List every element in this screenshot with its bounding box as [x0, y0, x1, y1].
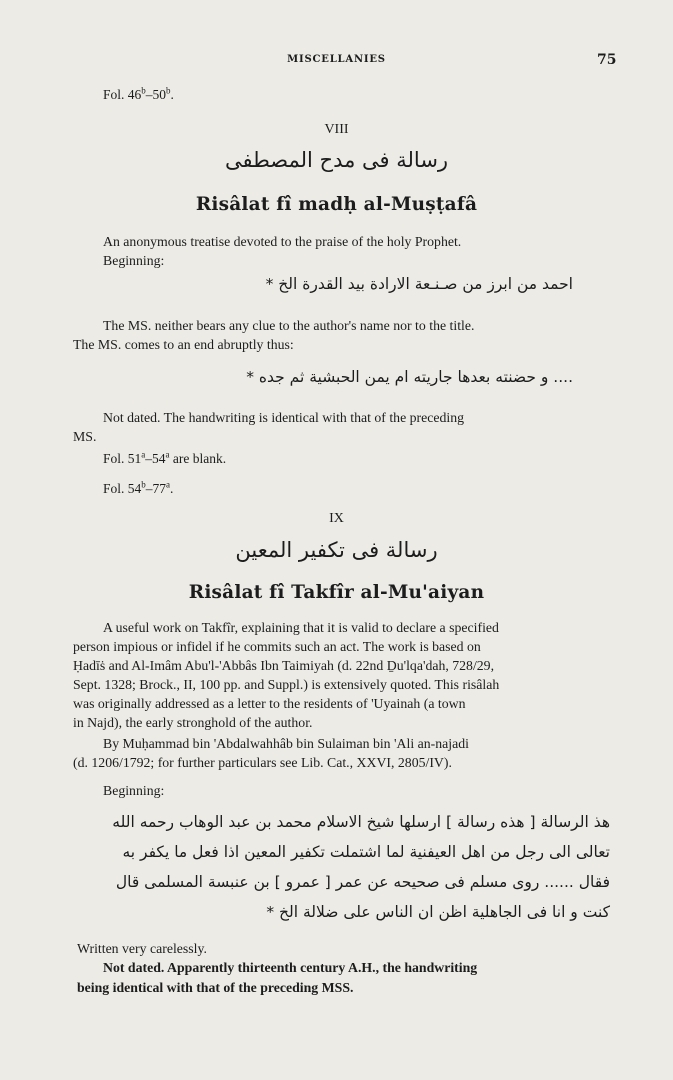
- folio-reference-3: Fol. 54$^b$–77$^a$.: [103, 479, 174, 496]
- section-title-viii: Risâlat fî madḥ al-Muṣṭafâ: [195, 194, 478, 215]
- folio-reference-2: Fol. 51$^a$–54$^a$ are blank.: [103, 449, 227, 466]
- section-numeral-ix: IX: [329, 511, 344, 526]
- description-line: person impious or infidel if he commits such an act. The work is based on: [73, 639, 481, 654]
- description-line: Ḥadīṡ and Al-Imâm Abu'l-'Abbâs Ibn Taimiyah (d. 22nd Ḏu'lqa'dah, 728/29,: [73, 658, 495, 673]
- description-line: An anonymous treatise devoted to the praise of the holy Prophet.: [103, 234, 462, 249]
- arabic-title-ix: رسالة فى تكفير المعين: [235, 538, 438, 562]
- written-note: Written very carelessly.: [77, 941, 207, 956]
- beginning-arabic-text: تعالى الى رجل من اهل العيفنية لما اشتملت تكفير المعين اذا فعل ما يكفر به: [122, 843, 610, 861]
- description-line: was originally addressed as a letter to the residents of 'Uyainah (a town: [73, 696, 466, 711]
- description-line: in Najd), the early stronghold of the author.: [73, 715, 313, 730]
- beginning-label: Beginning:: [103, 783, 165, 798]
- section-numeral-viii: VIII: [324, 122, 349, 137]
- folio-reference-1: Fol. 46$^b$–50$^b$.: [103, 85, 174, 102]
- ms-note-line: The MS. neither bears any clue to the author's name nor to the title.: [103, 318, 475, 333]
- beginning-arabic-text: احمد من ابرز من صـنـعة الارادة بيد القدرة الخ *: [265, 275, 573, 293]
- arabic-title-viii: رسالة فى مدح المصطفى: [224, 148, 449, 172]
- not-dated-note: Not dated. The handwriting is identical with that of the preceding: [103, 410, 465, 425]
- ending-arabic-text: .... و حضنته بعدها جاريته ام يمن الحبشية ثم جده *: [246, 368, 573, 386]
- ms-note-line: The MS. comes to an end abruptly thus:: [73, 337, 294, 352]
- beginning-arabic-text: فقال ...... روى مسلم فى صحيحه عن عمر [ عمرو ] بن عنبسة المسلمى قال: [115, 873, 610, 891]
- beginning-arabic-text: هذ الرسالة [ هذه رسالة ] ارسلها شيخ الاسلام محمد بن عبد الوهاب رحمه الله: [112, 813, 610, 831]
- beginning-label: Beginning:: [103, 253, 165, 268]
- not-dated-note-continued: being identical with that of the preceding MSS.: [77, 980, 354, 995]
- page-number: 75: [597, 52, 617, 68]
- description-line: Sept. 1328; Brock., II, 100 pp. and Suppl.) is extensively quoted. This risâlah: [73, 677, 500, 692]
- beginning-arabic-text: كنت و انا فى الجاهلية اظن ان الناس على ضلالة الخ *: [266, 903, 610, 921]
- description-line: A useful work on Takfîr, explaining that it is valid to declare a specified: [103, 620, 499, 635]
- not-dated-note: Not dated. Apparently thirteenth century A.H., the handwriting: [103, 960, 478, 975]
- running-header: MISCELLANIES: [287, 54, 386, 65]
- not-dated-note-continued: MS.: [73, 429, 97, 444]
- section-title-ix: Risâlat fî Takfîr al-Mu'aiyan: [188, 582, 485, 603]
- author-line: By Muḥammad bin 'Abdalwahhâb bin Sulaiman bin 'Ali an-najadi: [103, 736, 469, 751]
- author-line: (d. 1206/1792; for further particulars see Lib. Cat., XXVI, 2805/IV).: [73, 755, 452, 770]
